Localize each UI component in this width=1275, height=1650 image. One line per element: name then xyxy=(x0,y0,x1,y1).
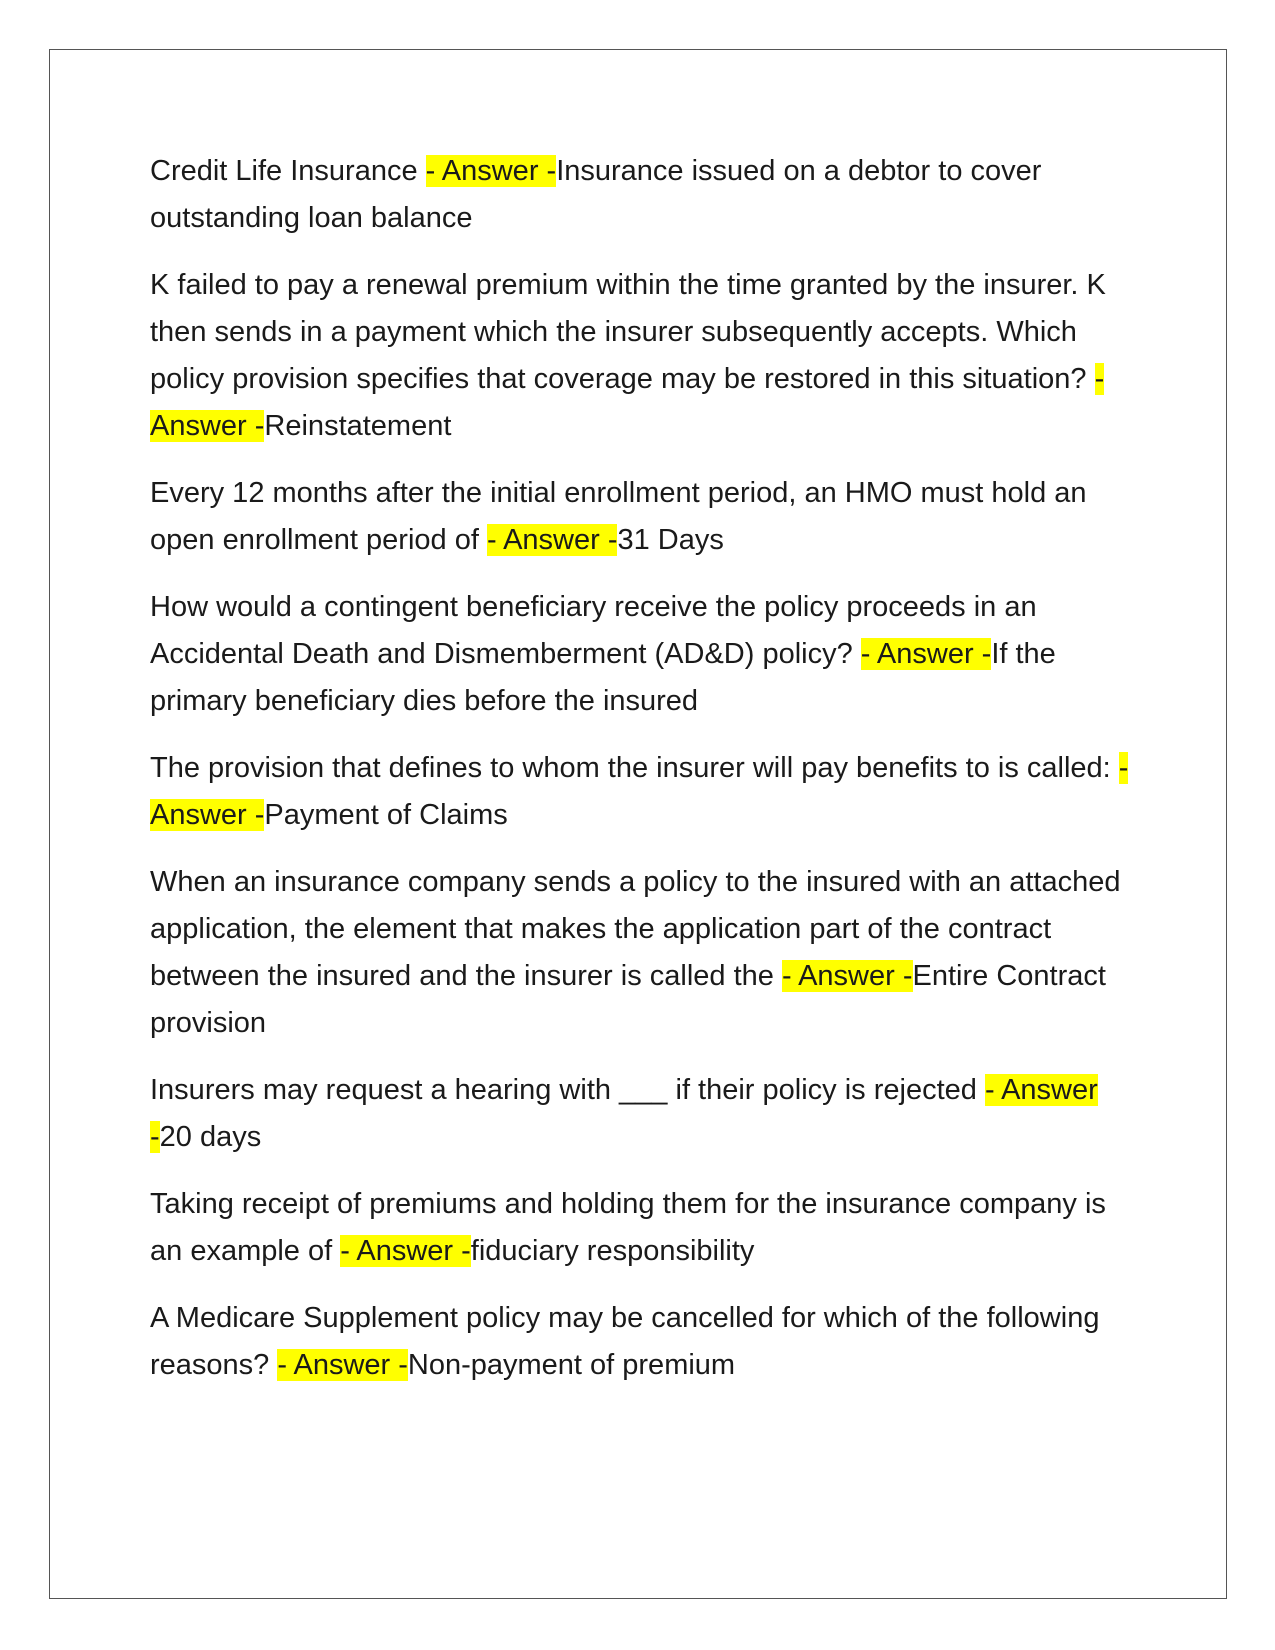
question-text: The provision that defines to whom the insurer will pay benefits to is called: xyxy=(150,752,1119,784)
answer-text: If the primary beneficiary dies before the insured xyxy=(150,638,1056,717)
qa-item-1 xyxy=(150,148,1140,242)
answer-marker: - Answer - xyxy=(150,1074,1098,1153)
qa-item-7 xyxy=(150,1067,1140,1161)
question-text: When an insurance company sends a policy to the insured with an attached application, the element that makes the application part of the contract between the insured and the insurer is called the xyxy=(150,866,1121,992)
qa-item-5 xyxy=(150,745,1140,839)
qa-item-2 xyxy=(150,262,1140,450)
answer-marker: - Answer - xyxy=(425,155,557,187)
answer-text: 20 days xyxy=(159,1121,262,1153)
answer-text: Insurance issued on a debtor to cover outstanding loan balance xyxy=(150,155,1042,234)
qa-item-3 xyxy=(150,470,1140,564)
qa-item-9 xyxy=(150,1295,1140,1389)
answer-marker: - Answer - xyxy=(277,1349,408,1381)
answer-marker: - Answer - xyxy=(486,524,618,556)
answer-text: 31 Days xyxy=(617,524,724,556)
answer-text: Non-payment of premium xyxy=(407,1349,736,1381)
answer-text: Entire Contract provision xyxy=(150,960,1106,1039)
question-text: A Medicare Supplement policy may be cancelled for which of the following reasons? xyxy=(150,1302,1100,1381)
answer-text: Payment of Claims xyxy=(264,799,508,831)
answer-marker: - Answer - xyxy=(781,960,913,992)
answer-text: fiduciary responsibility xyxy=(470,1235,755,1267)
question-text: K failed to pay a renewal premium within the time granted by the insurer. K then sends in a payment which the insurer subsequently accepts. Which policy provision specifies that coverage may be restored in this situation? xyxy=(150,269,1106,395)
qa-item-6 xyxy=(150,859,1140,1047)
document-body xyxy=(150,148,1140,1409)
question-text: Credit Life Insurance xyxy=(150,155,426,187)
qa-item-8 xyxy=(150,1181,1140,1275)
question-text: Every 12 months after the initial enrollment period, an HMO must hold an open enrollment period of xyxy=(150,477,1087,556)
qa-item-4 xyxy=(150,584,1140,725)
answer-marker: - Answer - xyxy=(860,638,992,670)
question-text: Insurers may request a hearing with ___ if their policy is rejected xyxy=(150,1074,985,1106)
question-text: Taking receipt of premiums and holding them for the insurance company is an example of xyxy=(150,1188,1106,1267)
answer-marker: - Answer - xyxy=(150,363,1105,442)
question-text: How would a contingent beneficiary receive the policy proceeds in an Accidental Death and Dismemberment (AD&D) policy? xyxy=(150,591,1037,670)
answer-marker: - Answer - xyxy=(340,1235,471,1267)
answer-marker: - Answer - xyxy=(150,752,1129,831)
answer-text: Reinstatement xyxy=(264,410,452,442)
